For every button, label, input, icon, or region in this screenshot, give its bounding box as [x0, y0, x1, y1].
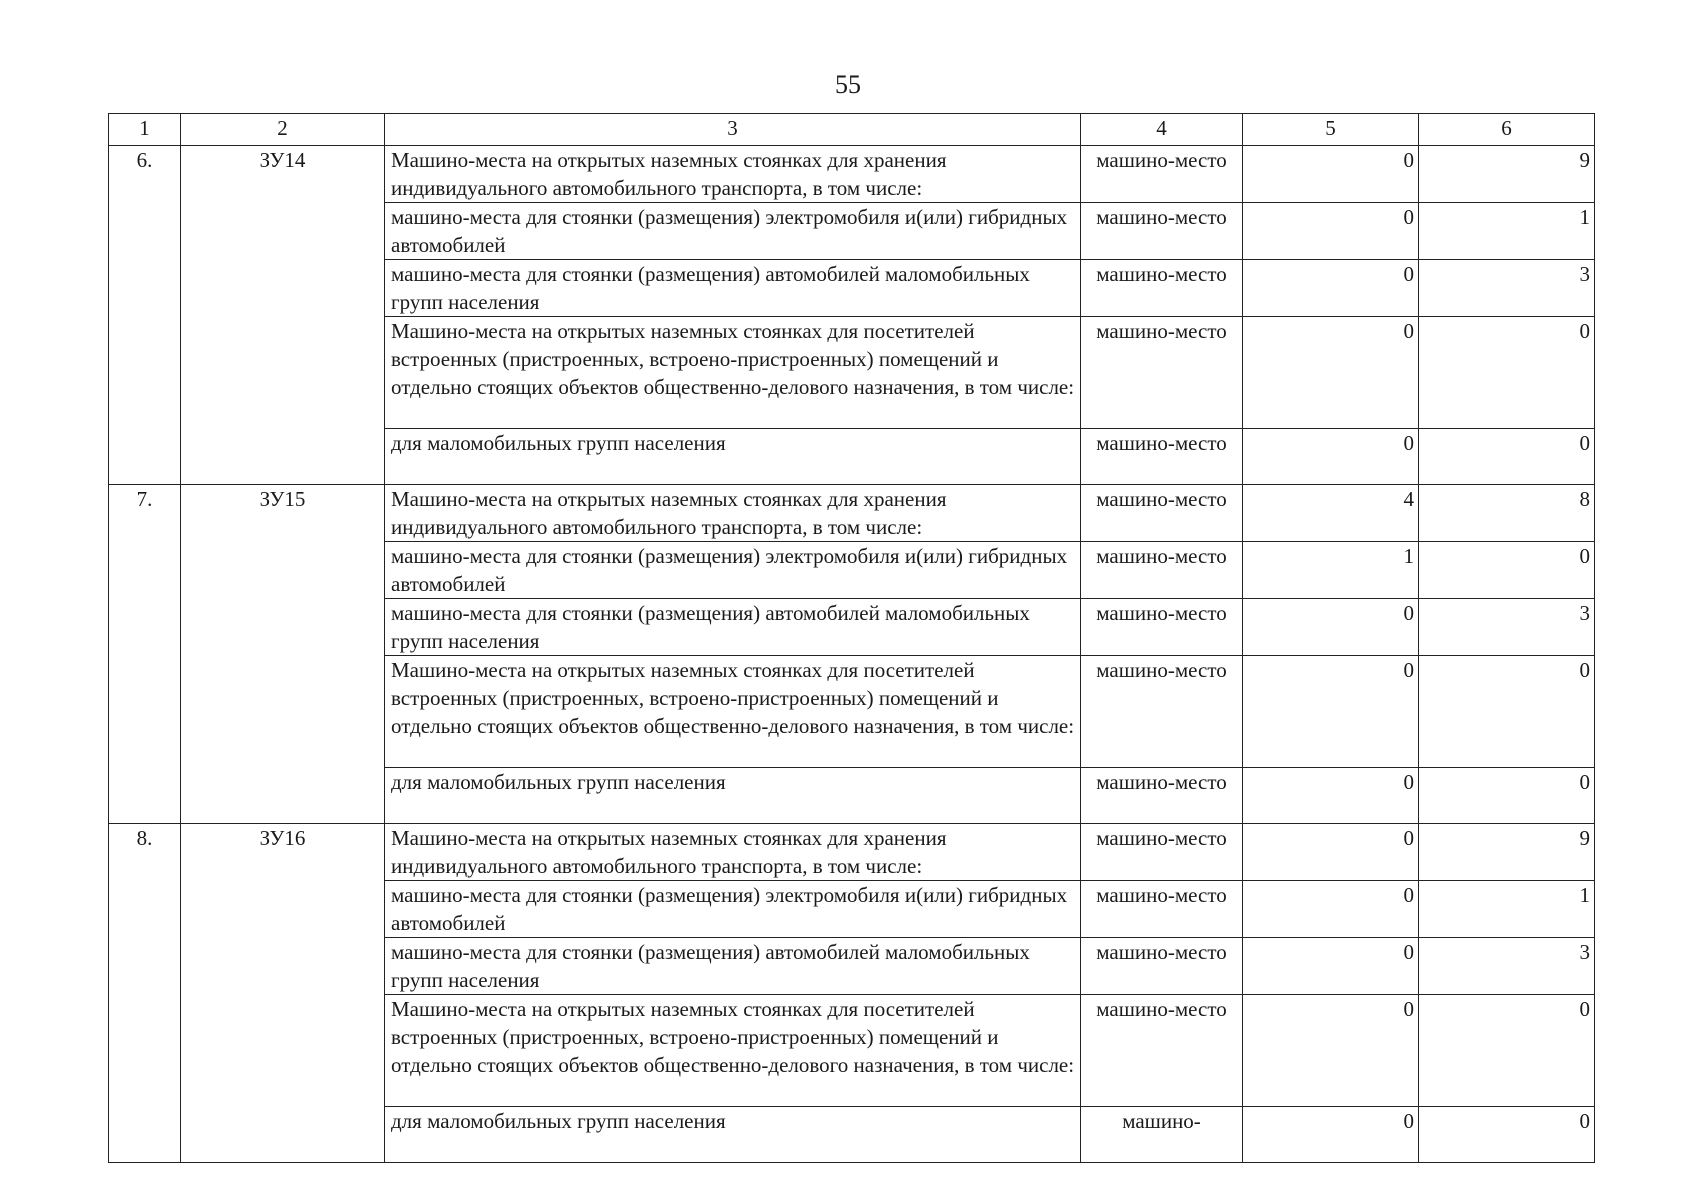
column-header: 4 [1081, 114, 1243, 146]
unit-cell: машино-место [1081, 260, 1243, 317]
unit-cell: машино- [1081, 1107, 1243, 1163]
column-header: 3 [385, 114, 1081, 146]
parcel-code-cell: ЗУ14 [181, 146, 385, 485]
value-col6-cell: 0 [1419, 768, 1595, 824]
unit-cell: машино-место [1081, 429, 1243, 485]
description-cell: Машино-места на открытых наземных стоянках для хранения индивидуального автомобильного транспорта, в том числе: [385, 146, 1081, 203]
unit-cell: машино-место [1081, 938, 1243, 995]
value-col6-cell: 0 [1419, 656, 1595, 768]
value-col6-cell: 1 [1419, 881, 1595, 938]
unit-cell: машино-место [1081, 824, 1243, 881]
parcel-code-cell: ЗУ16 [181, 824, 385, 1163]
column-number-row [109, 114, 1595, 146]
value-col6-cell: 8 [1419, 485, 1595, 542]
unit-cell: машино-место [1081, 485, 1243, 542]
value-col5-cell: 0 [1243, 203, 1419, 260]
value-col5-cell: 0 [1243, 881, 1419, 938]
description-cell: Машино-места на открытых наземных стоянках для посетителей встроенных (пристроенных, встроено-пристроенных) помещений и отдельно стоящих объектов общественно-делового назначения, в том числе: [385, 317, 1081, 429]
unit-cell: машино-место [1081, 656, 1243, 768]
table-row [109, 146, 1595, 203]
value-col5-cell: 4 [1243, 485, 1419, 542]
description-cell: машино-места для стоянки (размещения) электромобиля и(или) гибридных автомобилей [385, 203, 1081, 260]
description-cell: машино-места для стоянки (размещения) автомобилей маломобильных групп населения [385, 260, 1081, 317]
value-col5-cell: 0 [1243, 768, 1419, 824]
description-cell: для маломобильных групп населения [385, 768, 1081, 824]
parcel-code-cell: ЗУ15 [181, 485, 385, 824]
value-col6-cell: 0 [1419, 995, 1595, 1107]
description-cell: машино-места для стоянки (размещения) электромобиля и(или) гибридных автомобилей [385, 881, 1081, 938]
value-col6-cell: 3 [1419, 260, 1595, 317]
unit-cell: машино-место [1081, 317, 1243, 429]
value-col5-cell: 1 [1243, 542, 1419, 599]
unit-cell: машино-место [1081, 599, 1243, 656]
value-col6-cell: 0 [1419, 1107, 1595, 1163]
page-number: 55 [835, 70, 861, 99]
value-col6-cell: 0 [1419, 542, 1595, 599]
value-col6-cell: 0 [1419, 317, 1595, 429]
value-col6-cell: 1 [1419, 203, 1595, 260]
column-header: 1 [109, 114, 181, 146]
description-cell: Машино-места на открытых наземных стоянках для посетителей встроенных (пристроенных, встроено-пристроенных) помещений и отдельно стоящих объектов общественно-делового назначения, в том числе: [385, 995, 1081, 1107]
table-row [109, 824, 1595, 881]
value-col5-cell: 0 [1243, 260, 1419, 317]
unit-cell: машино-место [1081, 146, 1243, 203]
unit-cell: машино-место [1081, 768, 1243, 824]
parking-table [108, 113, 1595, 1163]
column-header: 2 [181, 114, 385, 146]
row-number-cell: 8. [109, 824, 181, 1163]
unit-cell: машино-место [1081, 995, 1243, 1107]
description-cell: Машино-места на открытых наземных стоянках для хранения индивидуального автомобильного транспорта, в том числе: [385, 824, 1081, 881]
table-row [109, 485, 1595, 542]
column-header: 6 [1419, 114, 1595, 146]
value-col5-cell: 0 [1243, 938, 1419, 995]
unit-cell: машино-место [1081, 542, 1243, 599]
value-col6-cell: 0 [1419, 429, 1595, 485]
value-col5-cell: 0 [1243, 1107, 1419, 1163]
value-col6-cell: 9 [1419, 824, 1595, 881]
value-col5-cell: 0 [1243, 317, 1419, 429]
value-col5-cell: 0 [1243, 599, 1419, 656]
description-cell: машино-места для стоянки (размещения) автомобилей маломобильных групп населения [385, 599, 1081, 656]
value-col5-cell: 0 [1243, 995, 1419, 1107]
value-col6-cell: 3 [1419, 599, 1595, 656]
value-col5-cell: 0 [1243, 146, 1419, 203]
unit-cell: машино-место [1081, 203, 1243, 260]
value-col6-cell: 9 [1419, 146, 1595, 203]
value-col5-cell: 0 [1243, 656, 1419, 768]
description-cell: для маломобильных групп населения [385, 429, 1081, 485]
value-col6-cell: 3 [1419, 938, 1595, 995]
row-number-cell: 6. [109, 146, 181, 485]
table-body [109, 146, 1595, 1163]
description-cell: машино-места для стоянки (размещения) электромобиля и(или) гибридных автомобилей [385, 542, 1081, 599]
description-cell: Машино-места на открытых наземных стоянках для посетителей встроенных (пристроенных, встроено-пристроенных) помещений и отдельно стоящих объектов общественно-делового назначения, в том числе: [385, 656, 1081, 768]
value-col5-cell: 0 [1243, 429, 1419, 485]
description-cell: машино-места для стоянки (размещения) автомобилей маломобильных групп населения [385, 938, 1081, 995]
description-cell: для маломобильных групп населения [385, 1107, 1081, 1163]
column-header: 5 [1243, 114, 1419, 146]
row-number-cell: 7. [109, 485, 181, 824]
value-col5-cell: 0 [1243, 824, 1419, 881]
unit-cell: машино-место [1081, 881, 1243, 938]
description-cell: Машино-места на открытых наземных стоянках для хранения индивидуального автомобильного транспорта, в том числе: [385, 485, 1081, 542]
